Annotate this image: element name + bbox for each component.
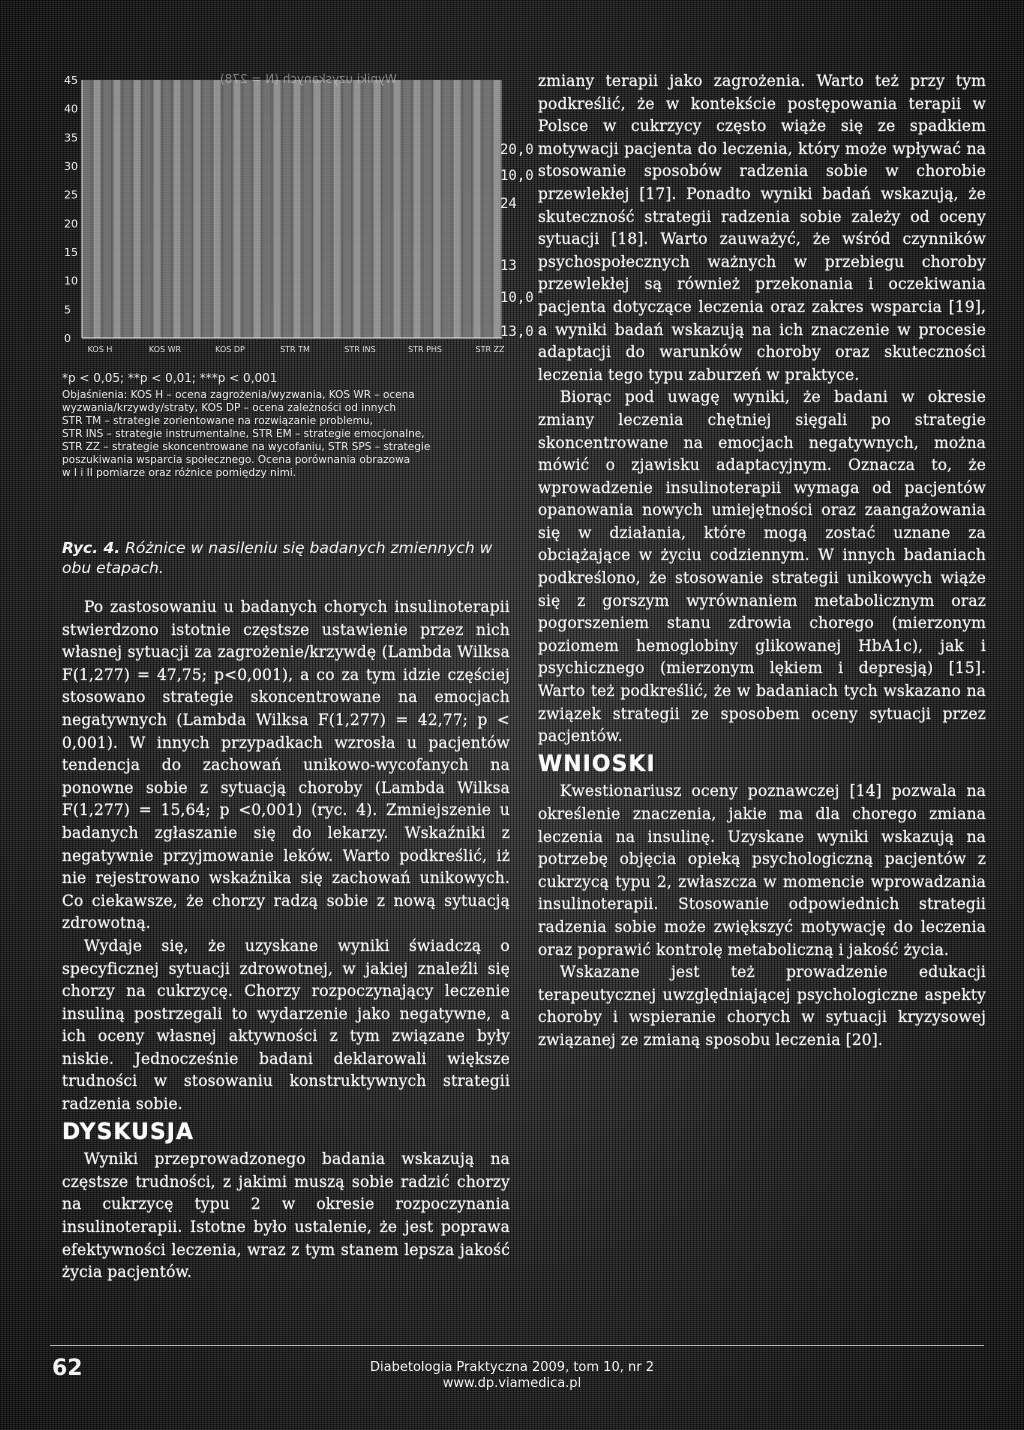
figure-caption-text: Różnice w nasileniu się badanych zmiennych w obu etapach. <box>62 539 493 577</box>
chart-stripe <box>444 80 451 338</box>
page-number: 62 <box>52 1356 83 1381</box>
chart-stripe <box>84 80 91 338</box>
x-tick-label: STR ZZ <box>475 345 505 354</box>
y-tick-label: 30 <box>64 160 78 173</box>
bar-chart <box>60 70 512 370</box>
journal-url: www.dp.viamedica.pl <box>442 1376 582 1391</box>
figure-legend <box>62 372 510 480</box>
chart-stripe <box>194 80 201 338</box>
chart-stripe <box>234 80 241 338</box>
journal-name: Diabetologia Praktyczna 2009, tom 10, nr 2 <box>370 1360 654 1375</box>
chart-stripe <box>184 80 191 338</box>
chart-stripe <box>144 80 151 338</box>
chart-stripe <box>244 80 251 338</box>
row-value: 13,0 <box>500 324 534 340</box>
x-tick-label: KOS H <box>87 345 113 354</box>
chart-stripe <box>274 80 281 338</box>
chart-stripe <box>344 80 351 338</box>
row-value: 10,0 <box>500 168 534 184</box>
chart-stripe <box>474 80 481 338</box>
x-tick-label: STR TM <box>280 345 310 354</box>
legend-line: STR ZZ – strategie skoncentrowane na wycofaniu, STR SPS – strategie <box>62 441 431 453</box>
chart-stripe <box>94 80 101 338</box>
row-value: 13 <box>500 258 517 274</box>
paragraph: Wydaje się, że uzyskane wyniki świadczą o specyficznej sytuacji zdrowotnej, w jakiej znaleźli się chorzy na cukrzycę. Chorzy rozpoczynający leczenie insuliną postrzegali to wydarzenie jako negatywne, a ich oceny własnej aktywności z tym związane były niskie. Jednocześnie badani deklarowali większe trudności w stosowaniu konstruktywnych strategii radzenia sobie. <box>62 936 510 1114</box>
legend-line: STR INS – strategie instrumentalne, STR EM – strategie emocjonalne, <box>62 428 425 440</box>
chart-stripe <box>454 80 461 338</box>
significance-note: *p < 0,05; **p < 0,01; ***p < 0,001 <box>62 371 278 385</box>
paragraph: Wyniki przeprowadzonego badania wskazują na częstsze trudności, z jakimi muszą sobie radzić chorzy na cukrzycę typu 2 w okresie rozpoczynania insulinoterapii. Istotne było ustalenie, że jest poprawa efektywności leczenia, wraz z tym stanem lepsza jakość życia pacjentów. <box>62 1150 510 1282</box>
chart-stripe <box>484 80 491 338</box>
row-value: 24 <box>500 196 517 212</box>
chart-stripe <box>354 80 361 338</box>
chart-stripe <box>174 80 181 338</box>
chart-stripe <box>114 80 121 338</box>
chart-stripe <box>134 80 141 338</box>
chart-stripe <box>124 80 131 338</box>
chart-title-mirrored: Wyniki uzyskanych (N = 278) <box>220 72 397 86</box>
chart-stripe <box>414 80 421 338</box>
chart-stripe <box>224 80 231 338</box>
journal-footer <box>362 1360 662 1392</box>
y-tick-label: 25 <box>64 188 78 202</box>
chart-stripe <box>324 80 331 338</box>
chart-stripe <box>374 80 381 338</box>
chart-stripe <box>404 80 411 338</box>
chart-stripe <box>434 80 441 338</box>
x-tick-label: STR PHS <box>408 345 442 354</box>
y-tick-label: 40 <box>64 102 78 116</box>
chart-stripe <box>284 80 291 338</box>
y-tick-label: 35 <box>64 131 78 145</box>
paragraph: Po zastosowaniu u badanych chorych insulinoterapii stwierdzono istotnie częstsze ustawienie przez nich własnej sytuacji za zagrożenie/krzywdę (Lambda Wilksa F(1,277) = 47,75; p<0,001), a co za tym idzie częściej stosowano strategie skoncentrowane na emocjach negatywnych (Lambda Wilksa F(1,277) = 42,77; p < 0,001). W innych przypadkach wzrosła u pacjentów tendencja do zachowań unikowo-wycofanych na ponowne sobie z sytuacją choroby (Lambda Wilksa F(1,277) = 15,64; p <0,001) (ryc. 4). Zmniejszenie u badanych zgłaszanie się do lekarzy. Wskaźniki z negatywnie przyjmowanie leków. Warto podkreślić, iż nie rejestrowano wskaźnika się zachowań unikowych. Co ciekawsze, że chorzy radzą sobie z nową sytuacją zdrowotną. <box>62 598 510 933</box>
chart-stripe <box>424 80 431 338</box>
chart-stripe <box>264 80 271 338</box>
chart-stripe <box>164 80 171 338</box>
chart-stripe <box>304 80 311 338</box>
chart-stripe <box>334 80 341 338</box>
legend-line: STR TM – strategie zorientowane na rozwiązanie problemu, <box>62 415 373 427</box>
legend-line: poszukiwania wsparcia społecznego. Ocena porównania obrazowa <box>62 454 411 466</box>
left-column <box>62 596 510 1284</box>
paragraph: Kwestionariusz oceny poznawczej [14] pozwala na określenie znaczenia, jakie ma dla chorego zmiana leczenia na insulinę. Uzyskane wyniki wskazują na potrzebę objęcia opieką psychologiczną pacjentów z cukrzycą typu 2, zwłaszcza w momencie wprowadzania insulinoterapii. Stosowanie odpowiednich strategii radzenia sobie może zwiększyć motywację do leczenia oraz poprawić kontrolę metaboliczną i jakość życia. <box>538 782 986 959</box>
y-tick-label: 5 <box>64 303 71 317</box>
paragraph: Biorąc pod uwagę wyniki, że badani w okresie zmiany leczenia chętniej sięgali po strategie skoncentrowane na emocjach negatywnych, można mówić o zjawisku adaptacyjnym. Oznacza to, że wprowadzenie insulinoterapii wymaga od pacjentów opanowania nowych umiejętności oraz zaangażowania się w działania, które mogą zostać uznane za obciążające w życiu codziennym. W innych badaniach podkreślono, że stosowanie strategii unikowych wiąże się z gorszym wyrównaniem metabolicznym oraz pogorszeniem stanu zdrowia chorego (mierzonym poziomem hemoglobiny glikowanej HbA1c), jak i psychicznego (mierzonym lękiem i depresją) [15]. Warto też podkreślić, że w badaniach tych wskazano na związek strategii ze sposobem oceny sytuacji przez pacjentów. <box>538 388 986 746</box>
y-tick-label: 20 <box>64 217 78 231</box>
chart-stripe <box>384 80 391 338</box>
chart-stripe <box>104 80 111 338</box>
row-value: 20,0 <box>500 142 534 158</box>
section-heading-wnioski: WNIOSKI <box>538 751 656 777</box>
paragraph: zmiany terapii jako zagrożenia. Warto też przy tym podkreślić, że w kontekście postępowania terapii w Polsce w cukrzycy często wiąże się ze spadkiem motywacji pacjenta do leczenia, który może wpływać na stosowanie sposobów radzenia sobie w chorobie przewlekłej [17]. Ponadto wyniki badań wskazują, że skuteczność strategii radzenia sobie zależy od oceny sytuacji [18]. Warto zauważyć, że wśród czynników psychospołecznych ważnych w przebiegu choroby przewlekłej są również przekonania i oczekiwania pacjenta dotyczące leczenia oraz zakres wsparcia [19], a wyniki badań wskazują na ich znaczenie w procesie adaptacji do warunków choroby oraz skuteczności leczenia tego typu zaburzeń w praktyce. <box>538 72 986 384</box>
chart-stripe <box>254 80 261 338</box>
chart-stripe <box>214 80 221 338</box>
chart-stripe <box>314 80 321 338</box>
footer-rule <box>50 1345 984 1346</box>
chart-stripe <box>294 80 301 338</box>
x-tick-label: KOS WR <box>148 345 182 354</box>
legend-line: Objaśnienia: KOS H – ocena zagrożenia/wyzwania, KOS WR – ocena <box>62 389 415 401</box>
figure-number: Ryc. 4. <box>62 539 121 557</box>
x-tick-label: KOS DP <box>215 345 245 354</box>
y-tick-label: 15 <box>64 246 78 259</box>
row-value: 10,0 <box>500 290 534 306</box>
x-tick-label: STR INS <box>344 345 376 354</box>
chart-stripe <box>364 80 371 338</box>
section-heading-dyskusja: DYSKUSJA <box>62 1119 195 1145</box>
legend-line: wyzwania/krzywdy/straty, KOS DP – ocena zależności od innych <box>62 402 397 414</box>
chart-stripe <box>154 80 161 338</box>
figure-caption <box>62 538 510 578</box>
paragraph: Wskazane jest też prowadzenie edukacji terapeutycznej uwzględniającej psychologiczne aspekty choroby i wspieranie chorych w sytuacji kryzysowej związanej ze zmianą sposobu leczenia [20]. <box>538 963 986 1049</box>
chart-stripe <box>464 80 471 338</box>
chart-stripe <box>394 80 401 338</box>
right-column <box>538 70 986 1052</box>
y-tick-label: 0 <box>64 332 71 345</box>
chart-stripe <box>204 80 211 338</box>
legend-line: w I i II pomiarze oraz różnice pomiędzy nimi. <box>62 467 297 479</box>
y-tick-label: 45 <box>64 74 78 87</box>
y-tick-label: 10 <box>64 274 78 288</box>
